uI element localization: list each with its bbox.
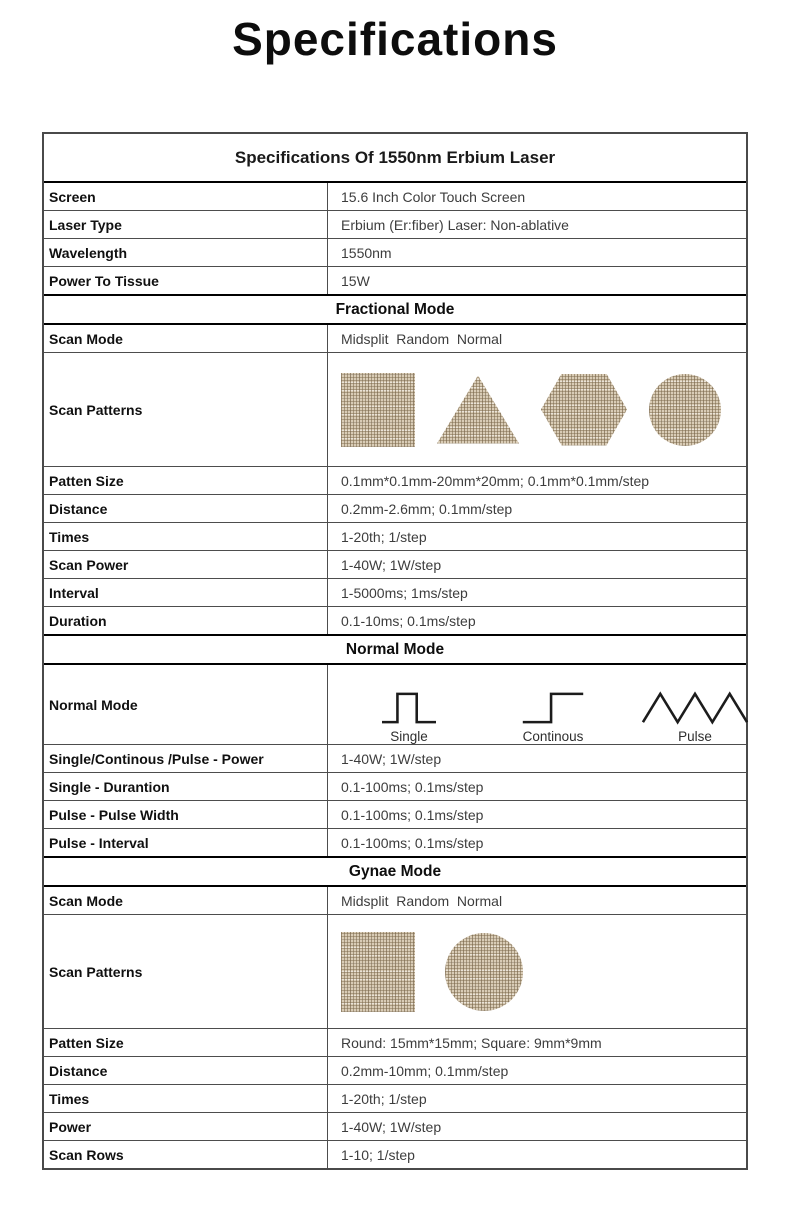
- spec-value: 1-40W; 1W/step: [341, 1118, 442, 1135]
- table-row: [44, 495, 746, 523]
- spec-value: 0.1-100ms; 0.1ms/step: [341, 806, 484, 823]
- waveform-strip: [328, 665, 776, 744]
- spec-label: Single/Continous /Pulse - Power: [44, 745, 328, 772]
- circle-pattern-icon: [649, 374, 721, 446]
- table-row: [44, 551, 746, 579]
- square-pattern-icon: [341, 373, 415, 447]
- spec-label: Power To Tissue: [44, 267, 328, 294]
- spec-label: Distance: [44, 1057, 328, 1084]
- spec-value: 0.1-100ms; 0.1ms/step: [341, 778, 484, 795]
- continuous-step-icon: [520, 690, 586, 726]
- normal-mode-waveforms-row: [44, 665, 746, 745]
- spec-label: Patten Size: [44, 1029, 328, 1056]
- table-title: Specifications Of 1550nm Erbium Laser: [44, 134, 746, 183]
- table-row: [44, 239, 746, 267]
- triangle-pattern-icon: [437, 376, 519, 444]
- scan-patterns-strip: [328, 915, 746, 1028]
- spec-value: Round: 15mm*15mm; Square: 9mm*9mm: [341, 1034, 602, 1051]
- spec-label: Duration: [44, 607, 328, 634]
- spec-value: Erbium (Er:fiber) Laser: Non-ablative: [341, 216, 569, 233]
- spec-value: 0.2mm-10mm; 0.1mm/step: [341, 1062, 509, 1079]
- table-row: [44, 325, 746, 353]
- waveform-continous: [495, 690, 611, 744]
- wave-caption: Single: [390, 729, 428, 744]
- hexagon-pattern-icon: [541, 374, 627, 446]
- spec-value: 1-40W; 1W/step: [341, 750, 442, 767]
- table-row: [44, 1085, 746, 1113]
- spec-value: 0.2mm-2.6mm; 0.1mm/step: [341, 500, 513, 517]
- spec-value: 1-20th; 1/step: [341, 1090, 427, 1107]
- table-row: [44, 467, 746, 495]
- spec-label: Patten Size: [44, 467, 328, 494]
- spec-value: 0.1mm*0.1mm-20mm*20mm; 0.1mm*0.1mm/step: [341, 472, 650, 489]
- section-header-normal-mode: Normal Mode: [44, 634, 746, 665]
- triangle-wave-icon: [639, 690, 751, 726]
- table-row: [44, 523, 746, 551]
- spec-value: 1-20th; 1/step: [341, 528, 427, 545]
- spec-label: Pulse - Pulse Width: [44, 801, 328, 828]
- table-row: [44, 1113, 746, 1141]
- spec-label: Scan Rows: [44, 1141, 328, 1168]
- spec-value: 15W: [341, 272, 370, 289]
- spec-value: 0.1-10ms; 0.1ms/step: [341, 612, 476, 629]
- spec-label: Times: [44, 523, 328, 550]
- spec-label: Scan Power: [44, 551, 328, 578]
- table-row: [44, 1057, 746, 1085]
- spec-label: Laser Type: [44, 211, 328, 238]
- waveform-single: [359, 690, 459, 744]
- spec-label: Interval: [44, 579, 328, 606]
- table-row: [44, 267, 746, 295]
- table-row: [44, 579, 746, 607]
- spec-label: Scan Patterns: [44, 915, 328, 1028]
- scan-patterns-strip: [328, 353, 746, 466]
- square-pattern-icon: [341, 932, 415, 1012]
- spec-label: Screen: [44, 183, 328, 210]
- table-row: [44, 1141, 746, 1168]
- spec-label: Pulse - Interval: [44, 829, 328, 856]
- table-row: [44, 887, 746, 915]
- spec-table: [42, 132, 748, 1170]
- spec-label: Distance: [44, 495, 328, 522]
- spec-value: 1-5000ms; 1ms/step: [341, 584, 468, 601]
- spec-label: Scan Patterns: [44, 353, 328, 466]
- spec-label: Wavelength: [44, 239, 328, 266]
- table-row: [44, 773, 746, 801]
- wave-caption: Pulse: [678, 729, 712, 744]
- spec-label: Scan Mode: [44, 325, 328, 352]
- section-header-fractional-mode: Fractional Mode: [44, 294, 746, 325]
- page-title: Specifications: [232, 13, 558, 65]
- table-row: [44, 829, 746, 857]
- spec-value: 15.6 Inch Color Touch Screen: [341, 188, 526, 205]
- table-row: [44, 1029, 746, 1057]
- spec-value: 1-40W; 1W/step: [341, 556, 442, 573]
- spec-label: Power: [44, 1113, 328, 1140]
- table-row: [44, 745, 746, 773]
- table-row: [44, 211, 746, 239]
- spec-value: 0.1-100ms; 0.1ms/step: [341, 834, 484, 851]
- spec-label: Single - Durantion: [44, 773, 328, 800]
- spec-value: Midsplit Random Normal: [341, 330, 503, 347]
- scan-patterns-row: [44, 353, 746, 467]
- single-pulse-icon: [380, 690, 438, 726]
- circle-pattern-icon: [445, 933, 523, 1011]
- table-row: [44, 607, 746, 635]
- spec-label: Normal Mode: [44, 665, 328, 744]
- table-row: [44, 183, 746, 211]
- table-row: [44, 801, 746, 829]
- section-header-gynae-mode: Gynae Mode: [44, 856, 746, 887]
- waveform-pulse: [627, 690, 763, 744]
- spec-value: 1550nm: [341, 244, 392, 261]
- spec-value: Midsplit Random Normal: [341, 892, 503, 909]
- wave-caption: Continous: [522, 729, 584, 744]
- scan-patterns-row: [44, 915, 746, 1029]
- spec-value: 1-10; 1/step: [341, 1146, 415, 1163]
- spec-label: Times: [44, 1085, 328, 1112]
- spec-label: Scan Mode: [44, 887, 328, 914]
